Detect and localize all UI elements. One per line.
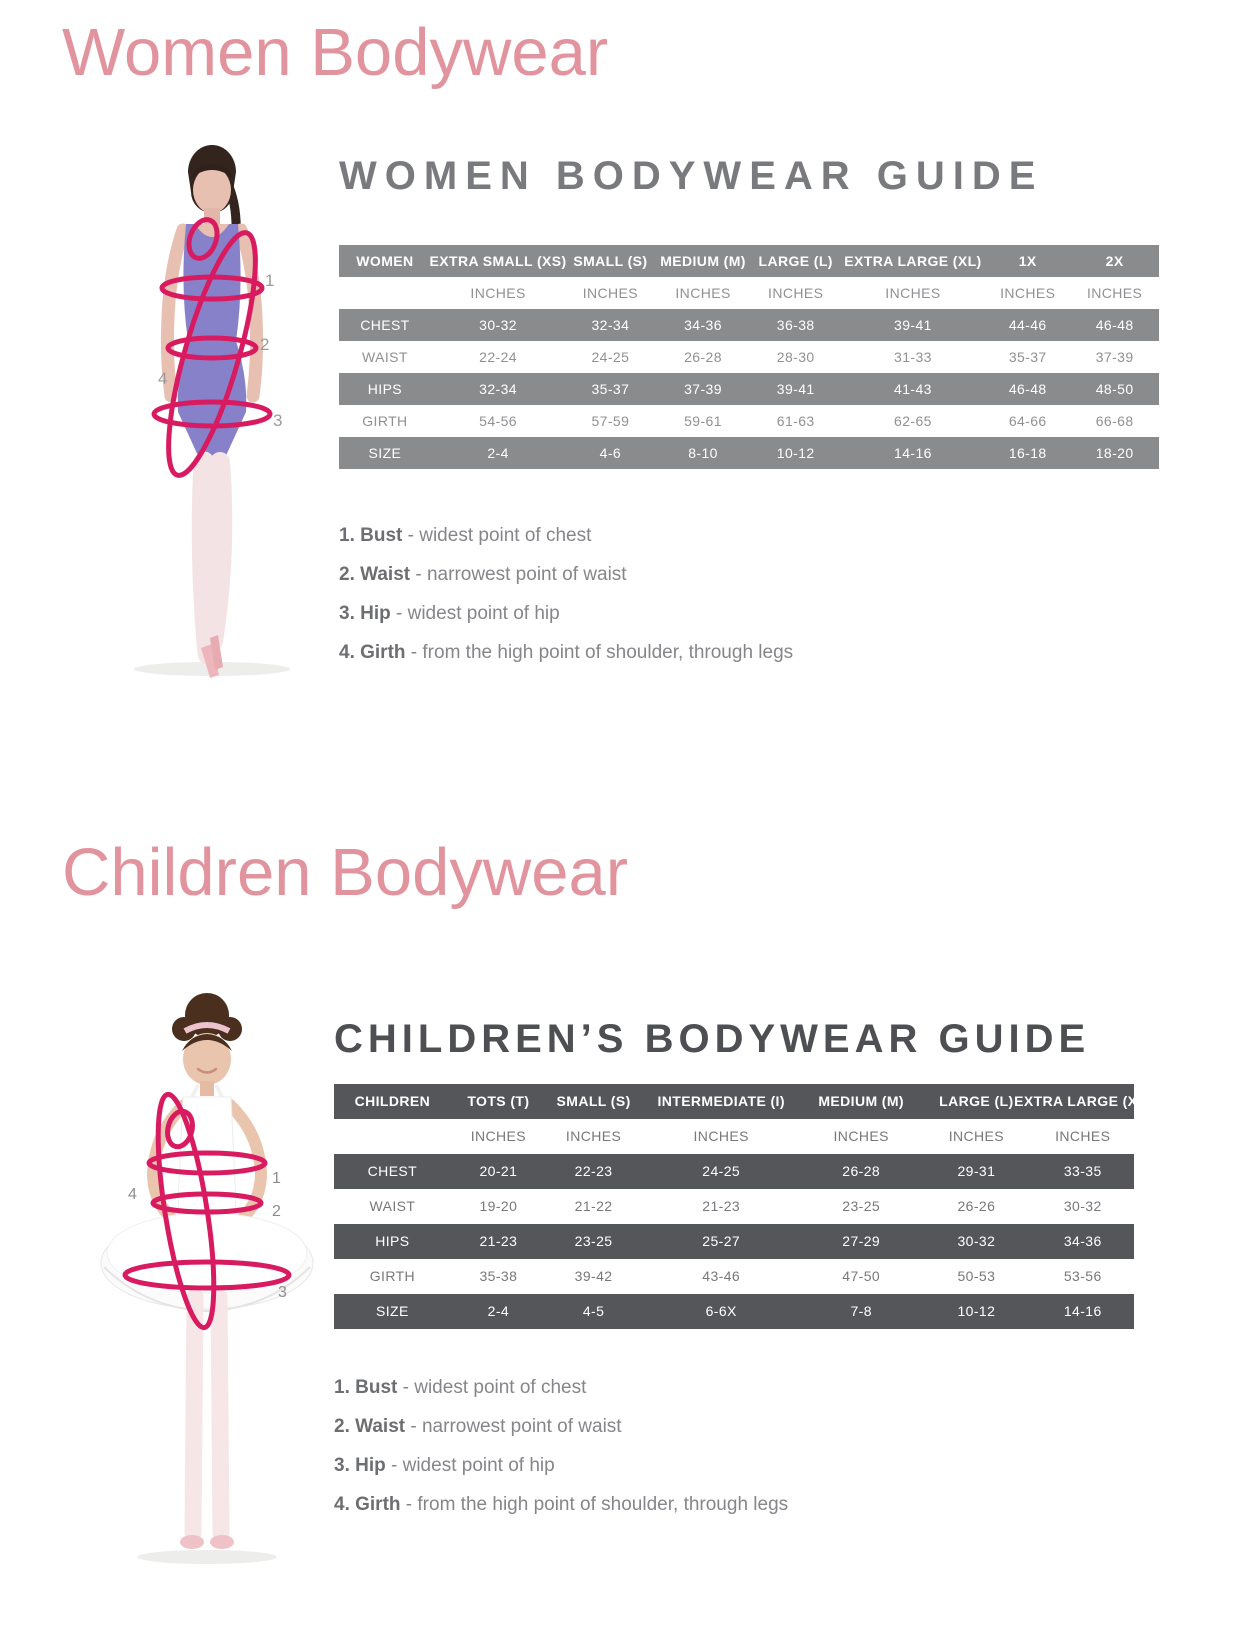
table-cell: 22-23 [574,1163,613,1180]
children-size-table [334,1084,1152,1329]
waist-marker-label: 2 [260,335,270,355]
ballerina-figure-image [62,126,317,681]
women-section-heading: Women Bodywear [62,15,609,90]
table-cell: 43-46 [702,1268,741,1285]
table-row [334,1224,1134,1259]
hip-marker-label: 3 [278,1283,287,1301]
table-cell: 53-56 [1063,1268,1102,1285]
table-cell: 21-23 [479,1233,518,1250]
table-cell: 23-25 [842,1198,881,1215]
table-cell: 35-37 [591,381,630,398]
table-cell: INCHES [693,1128,749,1145]
table-cell: LARGE (L) [758,253,833,270]
table-cell: INCHES [675,285,731,302]
table-cell: 35-37 [1008,349,1047,366]
table-cell: 54-56 [479,413,517,430]
women-size-table [339,245,1159,469]
table-cell: GIRTH [362,413,408,430]
table-cell: 47-50 [842,1268,881,1285]
table-cell: INCHES [885,285,941,302]
table-cell: 46-48 [1008,381,1047,398]
table-cell: 32-34 [591,317,630,334]
table-cell: TOTS (T) [467,1093,530,1110]
table-cell: HIPS [367,381,403,398]
table-cell: CHEST [367,1163,418,1180]
table-cell: 66-68 [1095,413,1134,430]
table-cell: 33-35 [1063,1163,1102,1180]
table-cell: 21-22 [574,1198,613,1215]
table-row [339,373,1159,405]
note-waist: 2. Waist - narrowest point of waist [339,564,627,586]
table-cell: 48-50 [1095,381,1134,398]
table-cell: 10-12 [776,445,815,462]
table-cell: LARGE (L) [939,1093,1014,1110]
women-measurement-notes [339,525,1159,664]
table-cell: SIZE [376,1303,409,1320]
table-row [339,341,1159,373]
table-cell: 14-16 [894,445,932,462]
table-cell: 50-53 [957,1268,996,1285]
table-cell: 4-6 [599,445,622,462]
waist-marker-label: 2 [272,1202,281,1220]
table-cell: 34-36 [684,317,722,334]
table-cell: 2-4 [487,1303,510,1320]
table-cell: 24-25 [591,349,630,366]
hip-marker-label: 3 [273,411,283,431]
table-cell: 24-25 [702,1163,741,1180]
table-cell: 14-16 [1063,1303,1102,1320]
note-hip: 3. Hip - widest point of hip [339,603,560,625]
table-cell: INCHES [470,285,526,302]
table-row [339,245,1159,277]
table-cell: 30-32 [479,317,517,334]
table-cell: 41-43 [894,381,932,398]
table-cell: 25-27 [702,1233,741,1250]
table-cell: 26-28 [842,1163,881,1180]
table-row [334,1154,1134,1189]
children-content-row [62,909,1242,1576]
note-hip: 3. Hip - widest point of hip [334,1454,555,1476]
note-bust: 1. Bust - widest point of chest [339,525,592,547]
table-cell: 6-6X [705,1303,737,1320]
note-bust: 1. Bust - widest point of chest [334,1376,587,1398]
table-cell: 20-21 [479,1163,518,1180]
table-cell: INCHES [582,285,639,302]
table-cell: 26-26 [957,1198,996,1215]
children-section-heading: Children Bodywear [62,835,629,911]
table-row [334,1259,1134,1294]
table-cell: 28-30 [776,349,815,366]
table-row [334,1294,1134,1329]
table-cell: 19-20 [479,1198,518,1215]
child-ballerina-figure-image [92,971,322,1571]
table-cell: EXTRA LARGE (XL) [1014,1093,1152,1110]
table-cell: INCHES [833,1128,889,1145]
table-cell: MEDIUM (M) [660,253,746,270]
table-cell: EXTRA LARGE (XL) [844,253,982,270]
table-cell: 57-59 [591,413,630,430]
table-cell: 29-31 [957,1163,996,1180]
table-cell: 2-4 [487,445,509,462]
table-row [334,1084,1152,1119]
table-cell: 22-24 [479,349,517,366]
women-measurement-photo [62,126,317,686]
table-cell: 37-39 [1095,349,1134,366]
table-cell: 64-66 [1008,413,1047,430]
table-cell: 23-25 [574,1233,613,1250]
children-section [62,835,1242,1575]
table-cell: 44-46 [1008,317,1047,334]
table-cell: INCHES [470,1128,527,1145]
table-cell [334,1119,451,1154]
table-cell: 39-41 [894,317,932,334]
table-cell: 18-20 [1095,445,1134,462]
note-waist: 2. Waist - narrowest point of waist [334,1415,622,1437]
table-cell: WAIST [369,1198,416,1215]
bust-marker-label: 1 [265,271,275,291]
table-cell: 46-48 [1095,317,1134,334]
table-cell: 8-10 [688,445,718,462]
children-guide-title: CHILDREN’S BODYWEAR GUIDE [334,1016,1091,1061]
table-cell: 62-65 [894,413,932,430]
table-cell: 37-39 [684,381,722,398]
children-guide-column [334,909,1152,1533]
women-guide-title: WOMEN BODYWEAR GUIDE [339,154,1044,199]
table-cell: 30-32 [1063,1198,1102,1215]
table-cell: 1X [1018,253,1037,270]
table-cell: SIZE [368,445,402,462]
table-cell: 34-36 [1063,1233,1102,1250]
table-cell: SMALL (S) [556,1093,631,1110]
table-row [339,309,1159,341]
table-cell: GIRTH [369,1268,416,1285]
women-section [62,15,1242,686]
girth-marker-label: 4 [158,369,168,389]
table-cell: 61-63 [776,413,815,430]
table-row [339,437,1159,469]
table-cell: WOMEN [356,253,414,270]
table-cell: 27-29 [842,1233,881,1250]
table-cell: 35-38 [479,1268,518,1285]
table-cell: 30-32 [957,1233,996,1250]
table-cell: INCHES [948,1128,1005,1145]
women-content-row [62,88,1242,686]
table-cell [339,277,431,309]
table-cell: 4-5 [582,1303,605,1320]
table-cell: 32-34 [479,381,517,398]
table-cell: 16-18 [1008,445,1047,462]
bust-marker-label: 1 [272,1169,281,1187]
table-cell: CHEST [360,317,410,334]
children-measurement-notes [334,1377,1134,1516]
note-girth: 4. Girth - from the high point of shoulder, through legs [339,642,794,664]
table-cell: MEDIUM (M) [818,1093,904,1110]
table-cell: INCHES [768,285,824,302]
table-cell: WAIST [362,349,408,366]
table-cell: 39-41 [776,381,815,398]
table-row [334,1189,1134,1224]
table-cell: HIPS [375,1233,410,1250]
table-cell: INCHES [1055,1128,1111,1145]
women-guide-column [339,88,1159,681]
table-cell: 31-33 [894,349,932,366]
table-row [334,1119,1134,1154]
table-row [339,277,1159,309]
table-cell: 59-61 [684,413,722,430]
table-cell: 26-28 [684,349,722,366]
table-row [339,405,1159,437]
table-cell: 10-12 [957,1303,996,1320]
note-girth: 4. Girth - from the high point of shoulder, through legs [334,1493,789,1515]
table-cell: CHILDREN [354,1093,431,1110]
girth-marker-label: 4 [128,1185,137,1203]
table-cell: INCHES [1086,285,1143,302]
table-cell: INCHES [1000,285,1056,302]
children-measurement-photo [92,971,322,1576]
table-cell: 7-8 [850,1303,872,1320]
table-cell: 39-42 [574,1268,613,1285]
table-cell: EXTRA SMALL (XS) [429,253,567,270]
table-cell: 36-38 [776,317,815,334]
table-cell: SMALL (S) [573,253,648,270]
table-cell: 2X [1105,253,1124,270]
table-cell: 21-23 [702,1198,741,1215]
table-cell: INTERMEDIATE (I) [657,1093,785,1110]
table-cell: INCHES [565,1128,622,1145]
